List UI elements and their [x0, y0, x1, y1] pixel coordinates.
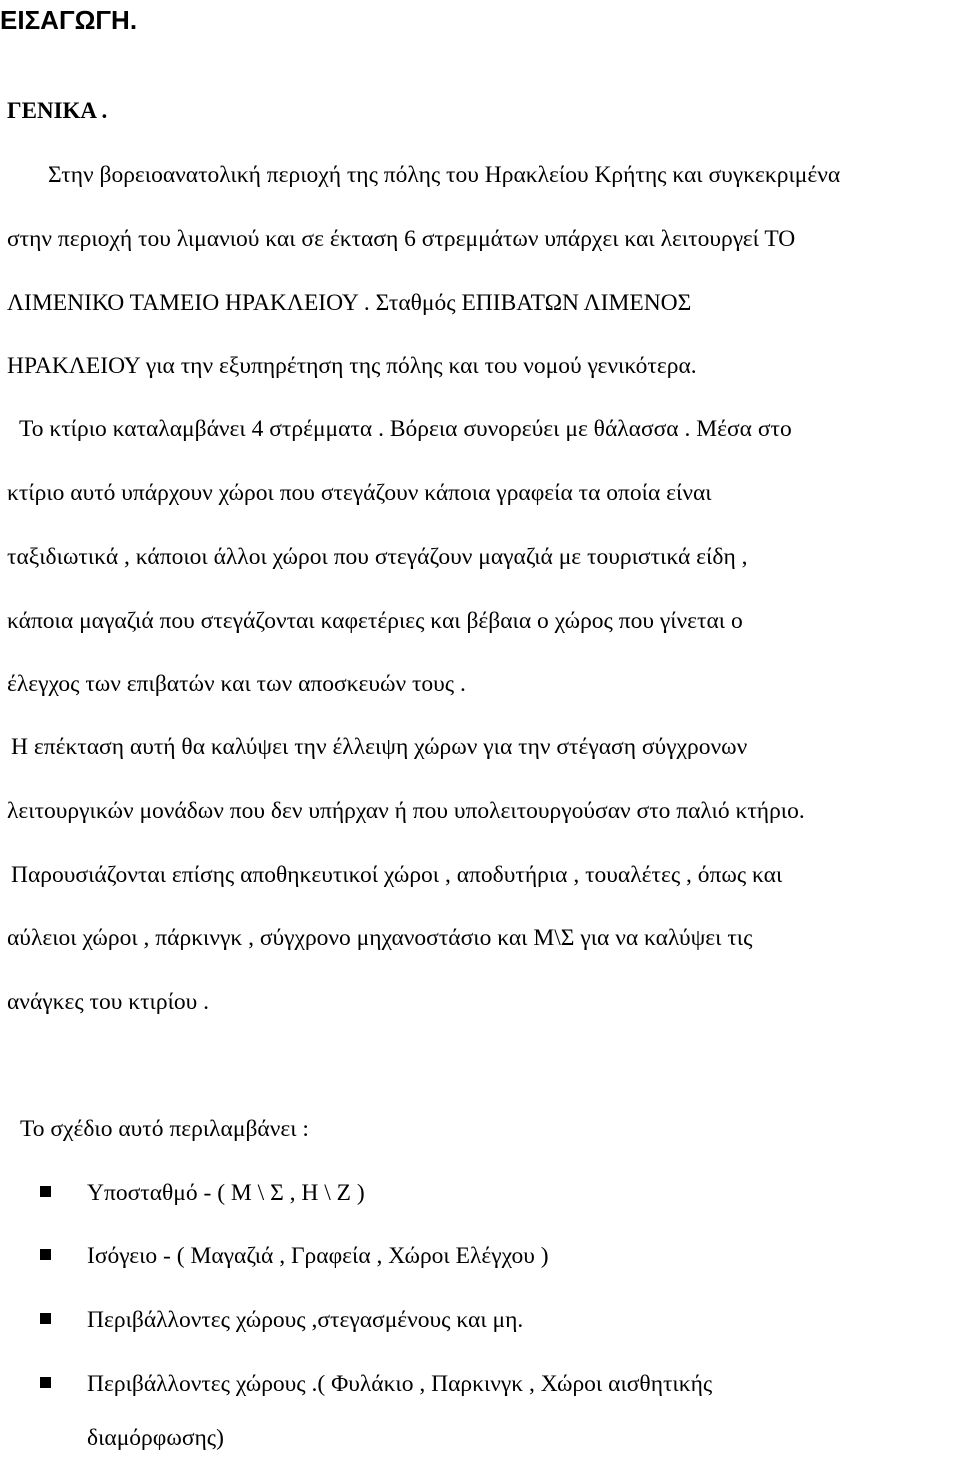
body-line: ταξιδιωτικά , κάποιοι άλλοι χώροι που στεγάζουν μαγαζιά με τουριστικά είδη ,	[7, 544, 748, 570]
square-bullet-icon	[40, 1313, 51, 1324]
document-heading: ΕΙΣΑΓΩΓΗ.	[0, 5, 138, 35]
body-line: Η επέκταση αυτή θα καλύψει την έλλειψη χώρων για την στέγαση σύγχρονων	[11, 734, 748, 760]
body-line: Στην βορειοανατολική περιοχή της πόλης του Ηρακλείου Κρήτης και συγκεκριμένα	[48, 162, 841, 188]
list-item-text: Περιβάλλοντες χώρους ,στεγασμένους και μη.	[87, 1307, 524, 1333]
body-line: έλεγχος των επιβατών και των αποσκευών τους .	[7, 671, 466, 697]
section-heading: ΓΕΝΙΚΑ .	[7, 98, 108, 123]
list-item-text: Περιβάλλοντες χώρους .( Φυλάκιο , Παρκινγκ , Χώροι αισθητικής	[87, 1371, 713, 1397]
body-line: αύλειοι χώροι , πάρκινγκ , σύγχρονο μηχανοστάσιο και Μ\Σ για να καλύψει τις	[7, 925, 753, 951]
list-item-continuation: διαμόρφωσης)	[87, 1425, 224, 1451]
body-line: ΗΡΑΚΛΕΙΟΥ για την εξυπηρέτηση της πόλης και του νομού γενικότερα.	[7, 353, 697, 379]
list-item-text: Υποσταθμό - ( Μ \ Σ , Η \ Ζ )	[87, 1180, 365, 1206]
square-bullet-icon	[40, 1249, 51, 1260]
body-line: κτίριο αυτό υπάρχουν χώροι που στεγάζουν κάποια γραφεία τα οποία είναι	[7, 480, 712, 506]
body-line: Παρουσιάζονται επίσης αποθηκευτικοί χώροι , αποδυτήρια , τουαλέτες , όπως και	[11, 862, 783, 888]
square-bullet-icon	[40, 1377, 51, 1388]
body-line: ΛΙΜΕΝΙΚΟ ΤΑΜΕΙΟ ΗΡΑΚΛΕΙΟΥ . Σταθμός ΕΠΙΒΑΤΩΝ ΛΙΜΕΝΟΣ	[7, 290, 692, 316]
body-line: Το κτίριο καταλαμβάνει 4 στρέμματα . Βόρεια συνορεύει με θάλασσα . Μέσα στο	[19, 416, 792, 442]
body-line: στην περιοχή του λιμανιού και σε έκταση 6 στρεμμάτων υπάρχει και λειτουργεί ΤΟ	[7, 226, 796, 252]
list-item-text: Ισόγειο - ( Μαγαζιά , Γραφεία , Χώροι Ελέγχου )	[87, 1243, 549, 1269]
body-line: λειτουργικών μονάδων που δεν υπήρχαν ή που υπολειτουργούσαν στο παλιό κτήριο.	[7, 798, 805, 824]
plan-intro: Το σχέδιο αυτό περιλαμβάνει :	[20, 1116, 309, 1142]
square-bullet-icon	[40, 1186, 51, 1197]
body-line: κάποια μαγαζιά που στεγάζονται καφετέριες και βέβαια ο χώρος που γίνεται ο	[7, 608, 743, 634]
body-line: ανάγκες του κτιρίου .	[7, 989, 210, 1015]
